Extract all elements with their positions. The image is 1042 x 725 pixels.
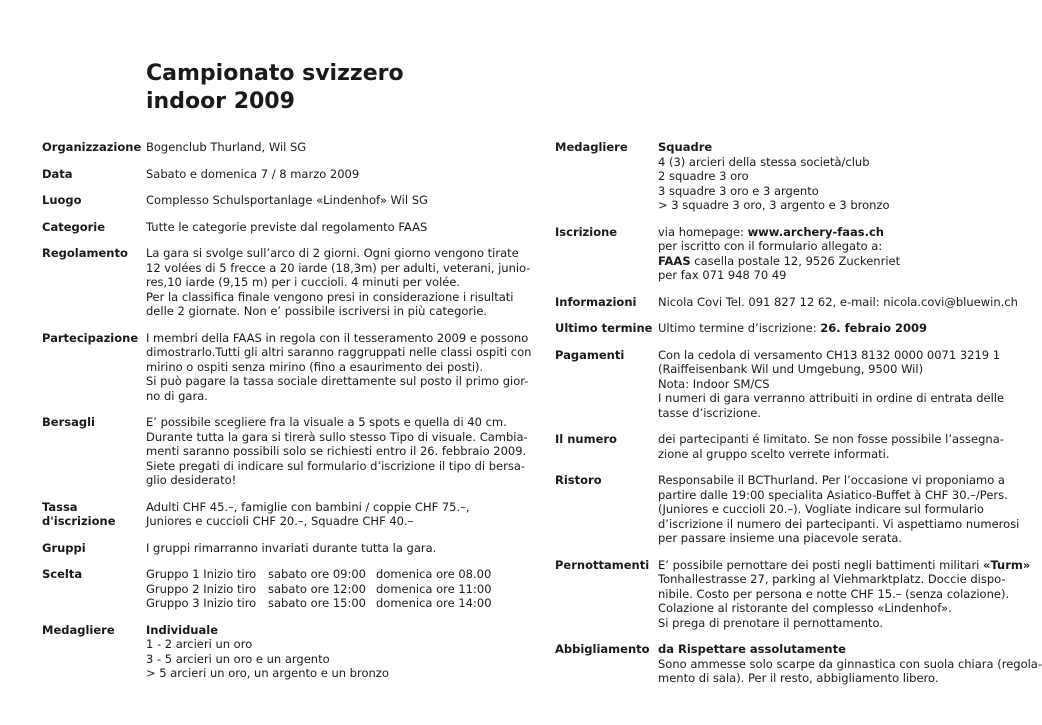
schedule-cell: sabato ore 12:00	[268, 581, 366, 596]
text-line: Si può pagare la tassa sociale direttamente sul posto il primo gior-	[146, 374, 529, 388]
section-left-0	[42, 140, 512, 155]
section-label: Pagamenti	[555, 347, 625, 362]
text-line: Con la cedola di versamento CH13 8132 0000 0071 3219 1	[658, 347, 1001, 362]
text-line: 1 - 2 arcieri un oro	[146, 637, 253, 651]
section-body	[146, 140, 512, 155]
section-body	[146, 246, 530, 319]
homepage-prefix: via homepage:	[658, 224, 748, 239]
section-body	[146, 193, 512, 208]
section-scelta	[42, 567, 512, 611]
text-line: 12 volées di 5 frecce a 20 iarde (18,3m) per adulti, veterani, junio-	[146, 260, 531, 275]
text-line: delle 2 giornate. Non e’ possibile iscriversi in più categorie.	[146, 304, 488, 318]
schedule-row	[146, 582, 512, 597]
text-line: I gruppi rimarranno invariati durante tutta la gara.	[146, 540, 437, 555]
text-line: > 5 arcieri un oro, un argento e un bronzo	[146, 666, 389, 680]
individuale-heading: Individuale	[146, 622, 218, 637]
schedule-row	[146, 567, 512, 582]
homepage-link[interactable]: www.archery-faas.ch	[747, 224, 884, 239]
schedule-cell: domenica ore 08.00	[376, 567, 492, 581]
text-line: mirino o ospiti senza mirino (fino a esaurimento dei posti).	[146, 359, 484, 374]
section-label-line: Regolamento	[42, 246, 128, 260]
text-line: Nota: Indoor SM/CS	[658, 376, 770, 391]
text-line: menti saranno possibili solo se richiesti entro il 26. febbraio 2009.	[146, 444, 527, 458]
text-line: dimostrarlo.Tutti gli altri saranno raggruppati nelle classi ospiti con	[146, 345, 532, 359]
section-iscrizione	[555, 225, 995, 283]
text-line	[658, 225, 995, 240]
text-line: Adulti CHF 45.–, famiglie con bambini / coppie CHF 75.–,	[146, 499, 470, 514]
section-left-7	[42, 500, 512, 529]
section-label: Abbigliamento	[555, 642, 650, 656]
schedule-cell: domenica ore 14:00	[376, 596, 492, 610]
text-line: tasse d’iscrizione.	[658, 405, 761, 420]
section-pagamenti	[555, 347, 1005, 421]
faas-address: casella postale 12, 9526 Zuckenriet	[690, 253, 901, 268]
text-line: 4 (3) arcieri della stessa società/club	[658, 154, 870, 169]
section-medagliere-individuale	[42, 623, 512, 681]
text-line: E’ possibile scegliere fra la visuale a 5 spots e quella di 40 cm.	[146, 415, 507, 429]
section-label: Scelta	[42, 567, 83, 581]
section-medagliere-squadre	[555, 140, 995, 213]
section-abbigliamento	[555, 642, 1042, 686]
text-line: > 3 squadre 3 oro, 3 argento e 3 bronzo	[658, 198, 890, 212]
text-line: Responsabile il BCThurland. Per l’occasione vi proponiamo a	[658, 473, 1005, 487]
section-left-6	[42, 415, 528, 488]
lodging-prefix: E’ possibile pernottare dei posti negli battimenti militari	[658, 557, 984, 572]
deadline-date: 26. febraio 2009	[820, 321, 927, 335]
section-label-line: Partecipazione	[42, 330, 139, 345]
section-label-line: d'iscrizione	[42, 514, 116, 528]
section-body	[658, 295, 1018, 310]
schedule-row	[146, 596, 512, 611]
section-label-line: Bersagli	[42, 415, 95, 429]
page-title	[146, 60, 404, 116]
text-line: no di gara.	[146, 388, 208, 403]
section-label	[42, 167, 146, 182]
section-label: Il numero	[555, 432, 617, 446]
schedule-table	[146, 567, 512, 611]
text-line: nibile. Costo per persona e notte CHF 15.– (senza colazione).	[658, 586, 1010, 601]
text-line: 2 squadre 3 oro	[658, 169, 749, 183]
section-ristoro	[555, 473, 1020, 546]
text-line: mento di sala). Per il resto, abbigliamento libero.	[658, 671, 939, 685]
section-body	[658, 321, 995, 336]
section-label-line: Gruppi	[42, 540, 86, 555]
text-line: per passare insieme una piacevole serata.	[658, 531, 903, 545]
section-label: Ultimo termine	[555, 321, 653, 335]
right-column	[555, 140, 1042, 686]
section-label: Medagliere	[42, 622, 115, 637]
section-body	[658, 558, 1030, 631]
faas-name: FAAS	[658, 253, 691, 268]
text-line: Juniores e cuccioli CHF 20.–, Squadre CHF 40.–	[146, 514, 414, 528]
section-body	[146, 415, 528, 488]
text-line: Bogenclub Thurland, Wil SG	[146, 140, 307, 154]
section-label: Informazioni	[555, 294, 637, 309]
section-label: Ristoro	[555, 473, 602, 487]
schedule-cell: domenica ore 11:00	[376, 581, 492, 596]
text-line: I numeri di gara verranno attribuiti in ordine di entrata delle	[658, 391, 1005, 405]
lodging-name: «Turm»	[983, 557, 1031, 572]
text-line: Durante tutta la gara si tirerà sullo stesso Tipo di visuale. Cambia-	[146, 429, 528, 444]
section-body	[658, 432, 1004, 461]
section-body	[658, 225, 995, 283]
text-line: La gara si svolge sull’arco di 2 giorni. Ogni giorno vengono tirate	[146, 246, 519, 260]
section-label-line: Luogo	[42, 193, 82, 207]
text-line: (Raiffeisenbank Wil und Umgebung, 9500 Wil)	[658, 362, 924, 376]
section-label-line: Organizzazione	[42, 140, 142, 154]
section-label: Iscrizione	[555, 224, 618, 239]
text-line: 3 squadre 3 oro e 3 argento	[658, 183, 819, 198]
schedule-cell: Gruppo 3 Inizio tiro	[146, 596, 257, 610]
section-body	[146, 167, 512, 182]
text-line	[658, 254, 995, 269]
section-left-2	[42, 193, 512, 208]
section-left-5	[42, 330, 532, 404]
section-label-line: Categorie	[42, 219, 106, 234]
section-label: Medagliere	[555, 140, 628, 154]
text-line: Si prega di prenotare il pernottamento.	[658, 615, 883, 630]
section-il-numero	[555, 432, 1004, 461]
schedule-cell: sabato ore 09:00	[268, 567, 366, 581]
section-label	[42, 415, 146, 488]
schedule-cell: sabato ore 15:00	[268, 596, 366, 610]
text-line: (Juniores e cuccioli 20.–). Vogliate indicare sul formulario	[658, 502, 984, 516]
text-line: Tonhallestrasse 27, parking al Viehmarktplatz. Doccie dispo-	[658, 572, 1006, 586]
text-line: Colazione al ristorante del complesso «Lindenhof».	[658, 601, 952, 615]
section-pernottamenti	[555, 557, 1031, 631]
section-body	[146, 541, 512, 556]
text-line	[658, 558, 1030, 573]
text-line: d’iscrizione il numero dei partecipanti. Vi aspettiamo numerosi	[658, 516, 1020, 531]
text-line: partire dalle 19:00 specialita Asiatico-Buffet à CHF 30.–/Pers.	[658, 487, 1008, 502]
section-label	[42, 331, 146, 404]
contact-line: Nicola Covi Tel. 091 827 12 62, e-mail: nicola.covi@bluewin.ch	[658, 294, 1018, 309]
deadline-line	[658, 321, 995, 336]
text-line: Siete pregati di indicare sul formulario d’iscrizione il tipo di bersa-	[146, 458, 526, 473]
section-body	[658, 348, 1004, 421]
text-line: dei partecipanti é limitato. Se non fosse possibile l’assegna-	[658, 432, 1004, 446]
text-line: zione al gruppo scelto verrete informati.	[658, 446, 890, 461]
section-label-line: Data	[42, 166, 73, 181]
text-line: Sono ammesse solo scarpe da ginnastica con suola chiara (regola-	[658, 656, 1042, 671]
schedule-cell: Gruppo 1 Inizio tiro	[146, 567, 257, 581]
section-body	[146, 500, 512, 529]
section-body	[146, 623, 512, 681]
section-left-3	[42, 220, 512, 235]
section-label	[42, 246, 146, 319]
text-line: per fax 071 948 70 49	[658, 268, 787, 282]
text-line: res,10 iarde (9,15 m) per i cuccioli. 4 minuti per volée.	[146, 275, 461, 289]
section-label	[42, 541, 146, 556]
text-line: Complesso Schulsportanlage «Lindenhof» Wil SG	[146, 193, 428, 207]
title-line-1: Campionato svizzero	[146, 61, 404, 86]
section-label	[42, 193, 146, 208]
text-line: glio desiderato!	[146, 473, 237, 487]
section-left-8	[42, 541, 512, 556]
section-body	[658, 473, 1019, 546]
section-body	[658, 642, 1042, 686]
section-body	[146, 331, 531, 404]
text-line: Per la classifica finale vengono presi in considerazione i risultati	[146, 289, 514, 304]
title-line-2: indoor 2009	[146, 89, 295, 114]
section-label	[42, 140, 146, 155]
left-column	[42, 140, 532, 681]
text-line: Sabato e domenica 7 / 8 marzo 2009	[146, 166, 360, 181]
schedule-cell: Gruppo 2 Inizio tiro	[146, 581, 257, 596]
section-ultimo-termine	[555, 321, 995, 336]
text-line: Tutte le categorie previste dal regolamento FAAS	[146, 219, 428, 234]
squadre-heading: Squadre	[658, 140, 713, 154]
section-label-line: Tassa	[42, 499, 78, 514]
section-informazioni	[555, 294, 1018, 310]
section-left-4	[42, 246, 531, 319]
section-body	[146, 220, 512, 235]
deadline-prefix: Ultimo termine d’iscrizione:	[658, 321, 821, 335]
section-body	[658, 140, 995, 213]
dress-heading: da Rispettare assolutamente	[658, 642, 846, 656]
section-left-1	[42, 167, 512, 182]
section-label	[42, 500, 146, 529]
text-line: per iscritto con il formulario allegato a:	[658, 239, 883, 253]
section-label	[42, 220, 146, 235]
text-line: I membri della FAAS in regola con il tesseramento 2009 e possono	[146, 330, 529, 345]
section-label: Pernottamenti	[555, 557, 650, 572]
text-line: 3 - 5 arcieri un oro e un argento	[146, 651, 330, 666]
